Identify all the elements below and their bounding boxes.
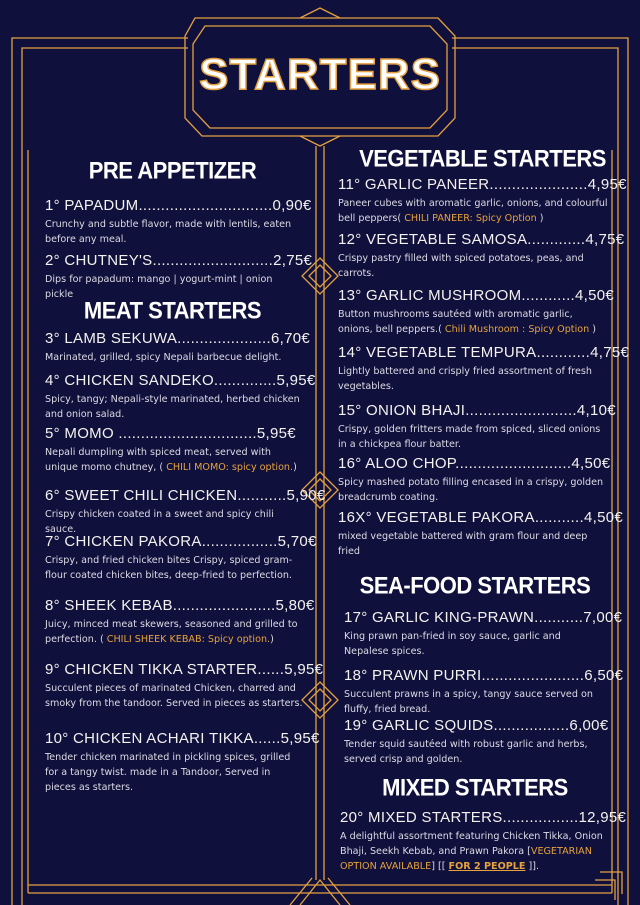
menu-item-description xyxy=(338,475,608,505)
section-heading: VEGETABLE STARTERS xyxy=(359,144,606,173)
description-text: Tender chicken marinated in pickling spices, grilled for a tangy twist. made in a Tandoor, Served in pieces as starters. xyxy=(45,752,291,793)
option-note: CHILI PANEER: Spicy Option xyxy=(404,213,537,224)
menu-item xyxy=(45,730,320,795)
description-text: ]]. xyxy=(525,861,540,872)
menu-item-title: 7° CHICKEN PAKORA.................5,70€ xyxy=(45,533,317,550)
menu-item-description xyxy=(338,251,608,281)
menu-item-title: 14° VEGETABLE TEMPURA............4,75€ xyxy=(338,344,630,361)
menu-item xyxy=(344,667,624,717)
menu-item-description xyxy=(340,829,608,874)
section-heading: PRE APPETIZER xyxy=(88,156,257,185)
description-text: mixed vegetable battered with gram flour and deep fried xyxy=(338,531,588,557)
menu-item-description xyxy=(45,350,303,365)
menu-item-title: 20° MIXED STARTERS.................12,95€ xyxy=(340,809,627,826)
description-text: Crispy, and fried chicken bites Crispy, spiced gram-flour coated chicken bites, deep-fried to perfection. xyxy=(45,555,293,581)
menu-item-description xyxy=(338,364,608,394)
menu-item-title: 9° CHICKEN TIKKA STARTER......5,95€ xyxy=(45,661,324,678)
menu-item-title: 18° PRAWN PURRI.......................6,50€ xyxy=(344,667,624,684)
menu-item-title: 10° CHICKEN ACHARI TIKKA......5,95€ xyxy=(45,730,320,747)
menu-item xyxy=(344,717,609,767)
description-text: Lightly battered and crisply fried assortment of fresh vegetables. xyxy=(338,366,592,392)
section-heading: SEA-FOOD STARTERS xyxy=(359,571,591,600)
title-text: STARTERS xyxy=(199,50,441,99)
menu-item-description xyxy=(344,737,606,767)
for-two-people-note: FOR 2 PEOPLE xyxy=(448,861,526,872)
menu-item-description xyxy=(45,750,303,795)
menu-item-title: 6° SWEET CHILI CHICKEN...........5,90€ xyxy=(45,487,326,504)
description-text: Spicy mashed potato filling encased in a crispy, golden breadcrumb coating. xyxy=(338,477,604,503)
menu-item-title: 5° MOMO ...............................5,95€ xyxy=(45,425,296,442)
description-text: Crispy pastry filled with spiced potatoes, peas, and carrots. xyxy=(338,253,584,279)
option-note: CHILI MOMO: spicy option. xyxy=(166,462,294,473)
menu-item-description xyxy=(338,422,608,452)
description-text: ) xyxy=(293,462,297,473)
description-text: Succulent pieces of marinated Chicken, charred and smoky from the tandoor. Served in pieces as starters. xyxy=(45,683,303,709)
menu-item xyxy=(45,252,313,302)
option-note: Chili Mushroom : Spicy Option xyxy=(444,324,590,335)
menu-item xyxy=(338,509,623,559)
menu-item-description xyxy=(45,217,303,247)
description-text: Crispy chicken coated in a sweet and spicy chili sauce. xyxy=(45,509,274,535)
menu-item-description xyxy=(344,629,606,659)
menu-item xyxy=(338,287,615,337)
menu-item-title: 19° GARLIC SQUIDS.................6,00€ xyxy=(344,717,609,734)
description-text: Marinated, grilled, spicy Nepali barbecue delight. xyxy=(45,352,282,363)
option-note: VEGETARIAN OPTION AVAILABLE xyxy=(340,846,592,872)
menu-item-title: 4° CHICKEN SANDEKO..............5,95€ xyxy=(45,372,316,389)
menu-item-title: 15° ONION BHAJI.........................4,10€ xyxy=(338,402,616,419)
menu-item xyxy=(344,609,623,659)
menu-item-description xyxy=(344,687,606,717)
description-text: ) xyxy=(270,634,274,645)
section-heading: MEAT STARTERS xyxy=(83,296,262,325)
menu-item xyxy=(45,330,311,365)
menu-item xyxy=(45,197,312,247)
menu-item xyxy=(338,344,630,394)
menu-item-title: 2° CHUTNEY'S...........................2,75€ xyxy=(45,252,313,269)
menu-item-description xyxy=(45,445,303,475)
menu-item-title: 16X° VEGETABLE PAKORA...........4,50€ xyxy=(338,509,623,526)
menu-item xyxy=(45,533,317,583)
menu-item-title: 1° PAPADUM..............................0,90€ xyxy=(45,197,312,214)
menu-item-title: 11° GARLIC PANEER......................4,95€ xyxy=(338,176,627,193)
menu-item xyxy=(340,809,627,874)
menu-item-description xyxy=(45,553,303,583)
menu-item-title: 8° SHEEK KEBAB.......................5,80€ xyxy=(45,597,315,614)
description-text: King prawn pan-fried in soy sauce, garlic and Nepalese spices. xyxy=(344,631,561,657)
menu-item-description xyxy=(45,617,303,647)
menu-item xyxy=(45,372,316,422)
menu-item-title: 17° GARLIC KING-PRAWN...........7,00€ xyxy=(344,609,623,626)
menu-item xyxy=(338,455,611,505)
description-text: ) xyxy=(589,324,596,335)
menu-item-title: 16° ALOO CHOP..........................4,50€ xyxy=(338,455,611,472)
menu-item-title: 13° GARLIC MUSHROOM............4,50€ xyxy=(338,287,615,304)
description-text: A delightful assortment featuring Chicken Tikka, Onion Bhaji, Seekh Kebab, and Prawn Pakora [ xyxy=(340,831,603,857)
menu-item xyxy=(45,487,326,537)
description-text: Button mushrooms sautéed with aromatic garlic, onions, bell peppers.( xyxy=(338,309,573,335)
menu-item xyxy=(338,402,616,452)
menu-item xyxy=(45,425,303,475)
description-text: Tender squid sautéed with robust garlic and herbs, served crisp and golden. xyxy=(344,739,588,765)
description-text: Nepali dumpling with spiced meat, served with unique momo chutney, ( xyxy=(45,447,271,473)
menu-item-description xyxy=(45,392,303,422)
description-text: Succulent prawns in a spicy, tangy sauce served on fluffy, fried bread. xyxy=(344,689,593,715)
menu-item-description xyxy=(338,307,608,337)
menu-item-description xyxy=(45,681,303,711)
menu-item xyxy=(45,597,315,647)
description-text: Paneer cubes with aromatic garlic, onions, and colourful bell peppers( xyxy=(338,198,608,224)
description-text: Juicy, minced meat skewers, seasoned and grilled to perfection. ( xyxy=(45,619,298,645)
menu-item-description xyxy=(338,196,608,226)
menu-item xyxy=(338,176,627,226)
description-text: Spicy, tangy; Nepali-style marinated, herbed chicken and onion salad. xyxy=(45,394,300,420)
section-heading: MIXED STARTERS xyxy=(382,773,568,802)
description-text: Dips for papadum: mango | yogurt-mint | onion pickle xyxy=(45,274,273,300)
description-text: ] [[ xyxy=(431,861,449,872)
menu-item xyxy=(338,231,625,281)
page-title xyxy=(200,40,440,110)
description-text: ) xyxy=(536,213,544,224)
menu-item xyxy=(45,661,324,711)
description-text: Crispy, golden fritters made from spiced, sliced onions in a chickpea flour batter. xyxy=(338,424,601,450)
option-note: CHILI SHEEK KEBAB: Spicy option. xyxy=(106,634,271,645)
menu-item-title: 12° VEGETABLE SAMOSA.............4,75€ xyxy=(338,231,625,248)
description-text: Crunchy and subtle flavor, made with lentils, eaten before any meal. xyxy=(45,219,292,245)
menu-item-title: 3° LAMB SEKUWA.....................6,70€ xyxy=(45,330,311,347)
menu-item-description xyxy=(338,529,608,559)
